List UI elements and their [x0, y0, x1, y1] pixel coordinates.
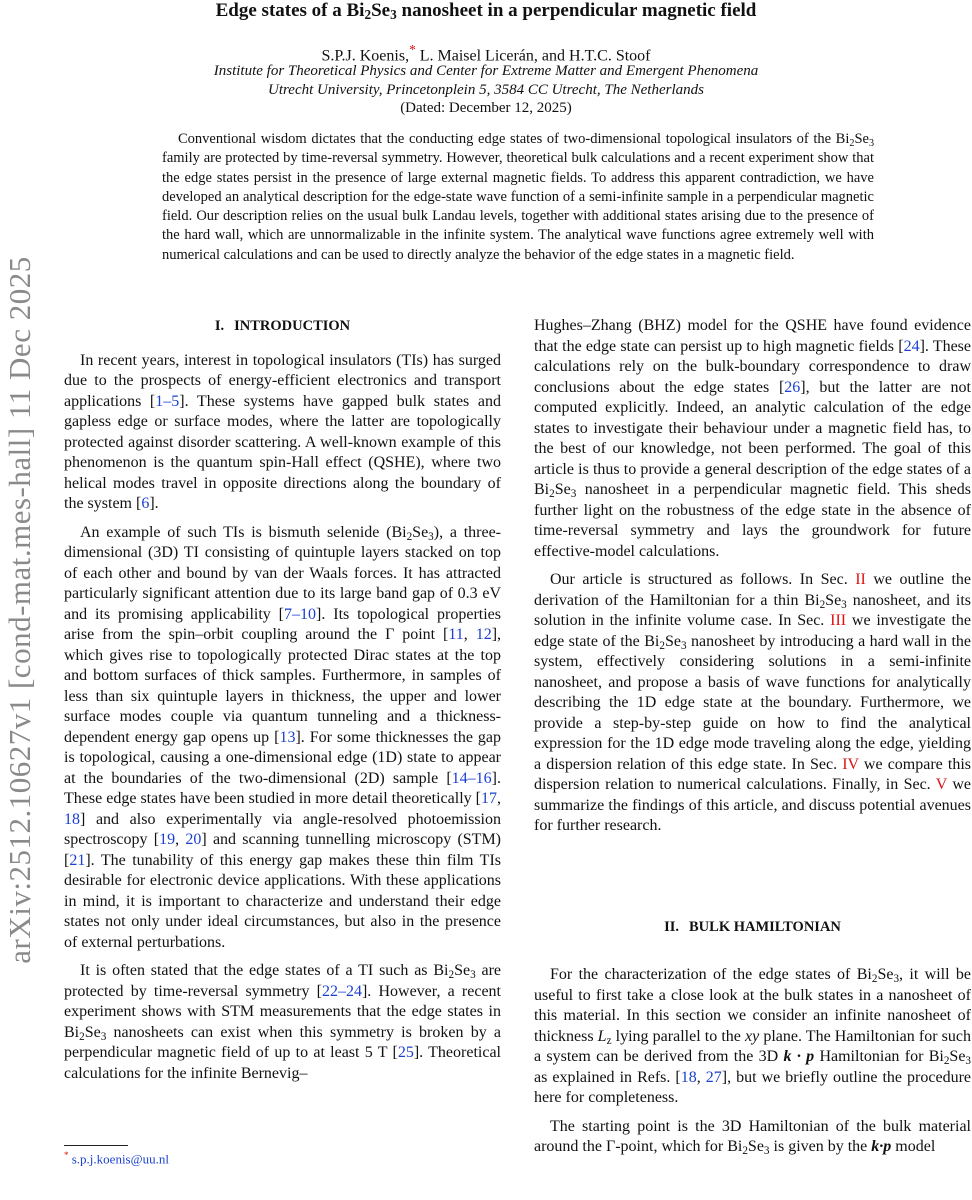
section-link[interactable]: III — [830, 612, 847, 629]
citation-link[interactable]: 21 — [69, 851, 86, 869]
abstract: Conventional wisdom dictates that the conducting edge states of two-dimensional topological insulators of the $Bi_2Se_3$ family are protected by time-reversal symmetry. However, theoretical bulk calculations and a recent experiment show that the edge states persist in the presence of large external magnetic fields. To address this apparent contradiction, we have developed an analytical description for the edge-state wave function of a semi-infinite sample in a perpendicular magnetic field. Our description relies on the usual bulk Landau levels, together with additional states arising due to the presence of the hard wall, which are unnormalizable in the infinite system. The analytical wave functions agree extremely well with numerical calculations and can be used to directly analyze the behavior of the edge states in a magnetic field. — [162, 131, 874, 263]
citation-link[interactable]: 13 — [279, 728, 296, 746]
section-link[interactable]: V — [935, 776, 947, 793]
citation-link[interactable]: 18 — [64, 810, 80, 828]
citation-link[interactable]: 22–24 — [321, 982, 362, 1000]
date-line: (Dated: December 12, 2025) — [400, 100, 572, 116]
citation-link[interactable]: 12 — [475, 626, 492, 643]
citation-link[interactable]: 18 — [680, 1068, 697, 1086]
citation-link[interactable]: 6 — [141, 495, 150, 512]
citation-link[interactable]: 11 — [448, 626, 464, 643]
citation-link[interactable]: 24 — [903, 337, 920, 355]
arxiv-identifier: arXiv:2512.10627v1 [cond-mat.mes-hall] 11 Dec 2025 — [2, 256, 37, 964]
affiliation-line-1: Institute for Theoretical Physics and Center for Extreme Matter and Emergent Phenomena — [213, 63, 759, 79]
section-link[interactable]: II — [855, 571, 866, 588]
citation-link[interactable]: 20 — [185, 831, 202, 848]
section-spacer — [534, 951, 971, 965]
citation-link[interactable]: 25 — [397, 1044, 414, 1061]
paragraph: Hughes–Zhang (BHZ) model for the QSHE have found evidence that the edge state can persist up to high magnetic fields [24]. These calculations rely on the bulk-boundary correspondence to draw conclusions about the edge states [26], but the latter are not computed explicitly. Indeed, an analytic calculation of the edge states to investigate their behaviour under a magnetic field has, to the best of our knowledge, not been performed. The goal of this article is thus to provide a general description of the edge states of a $Bi_2Se_3$ nanosheet in a perpendicular magnetic field. This sheds further light on the robustness of the edge state in the absence of time-reversal symmetry and lays the groundwork for future effective-model calculations. — [534, 317, 971, 560]
section-spacer — [534, 845, 971, 917]
citation-link[interactable]: 1–5 — [155, 392, 180, 410]
citation-link[interactable]: 19 — [159, 831, 176, 848]
paragraph: The starting point is the 3D Hamiltonian of the bulk material around the Γ-point, which for $Bi_2Se_3$ is given by the k·p model — [534, 1117, 971, 1157]
affiliation-line-2: Utrecht University, Princetonplein 5, 3584 CC Utrecht, The Netherlands — [268, 82, 704, 98]
section-heading-introduction: I. INTRODUCTION — [214, 318, 351, 334]
author-email-link[interactable]: s.p.j.koenis@uu.nl — [71, 1151, 169, 1167]
section-link[interactable]: IV — [842, 755, 859, 773]
citation-link[interactable]: 26 — [784, 378, 801, 396]
paragraph: In recent years, interest in topological insulators (TIs) has surged due to the prospects of energy-efficient electronics and transport applications [1–5]. These systems have gapped bulk states and gapless edge or surface modes, where the latter are topologically protected against disorder scattering. A well-known example of this phenomenon is the quantum spin-Hall effect (QSHE), where two helical modes travel in opposite directions along the boundary of the system [6]. — [64, 351, 501, 512]
citation-link[interactable]: 27 — [705, 1068, 722, 1086]
right-column — [534, 316, 971, 1166]
paragraph: It is often stated that the edge states of a TI such as $Bi_2Se_3$ are protected by time-reversal symmetry [22–24]. However, a recent experiment shows with STM measurements that the edge states in $Bi_2Se_3$ nanosheets can exist when this symmetry is broken by a perpendicular magnetic field of up to at least 5 T [25]. Theoretical calculations for the infinite Bernevig– — [64, 962, 502, 1082]
citation-link[interactable]: 7–10 — [284, 605, 317, 623]
paragraph: An example of such TIs is bismuth selenide $(Bi_2Se_3)$, a three-dimensional (3D) TI consisting of quintuple layers stacked on top of each other and bound by van der Waals forces. It has attracted particularly significant attention due to its large band gap of 0.3 eV and its promising applicability [7–10]. Its topological properties arise from the spin–orbit coupling around the Γ point [11, 12], which gives rise to topologically protected Dirac states at the top and bottom surfaces of thick samples. Furthermore, in samples of less than six quintuple layers in thickness, the upper and lower surface modes couple via quantum tunneling and a thickness-dependent energy gap opens up [13]. For some thicknesses the gap is topological, causing a one-dimensional edge (1D) state to appear at the boundaries of the two-dimensional (2D) sample [14–16]. These edge states have been studied in more detail theoretically [17, 18] and also experimentally via angle-resolved photoemission spectroscopy [19, 20] and scanning tunnelling microscopy (STM) [21]. The tunability of this energy gap makes these thin film TIs desirable for electronic device applications. With these applications in mind, it is important to characterize and understand their edge states not only under ideal circumstances, but also in the presence of external perturbations. — [64, 523, 502, 951]
footnote-divider — [64, 1145, 128, 1146]
arxiv-stamp — [0, 210, 40, 1010]
footnote: * s.p.j.koenis@uu.nl — [64, 1150, 169, 1167]
corresponding-author-mark[interactable]: * — [409, 42, 416, 57]
paragraph: For the characterization of the edge states of $Bi_2Se_3$, it will be useful to first take a close look at the bulk states in a nanosheet of this material. In this section we consider an infinite nanosheet of thickness $L_z$ lying parallel to the xy plane. The Hamiltonian for such a system can be derived from the 3D k · p Hamiltonian for $Bi_2Se_3$ as explained in Refs. [18, 27], but we briefly outline the procedure here for completeness. — [534, 966, 972, 1106]
citation-link[interactable]: 14–16 — [451, 769, 492, 787]
author-list: S.P.J. Koenis,* L. Maisel Licerán, and H.T.C. Stoof — [321, 42, 651, 65]
paper-title: Edge states of a $Bi_2Se_3$ nanosheet in a perpendicular magnetic field — [215, 0, 757, 22]
section-heading-bulk-hamiltonian: II. BULK HAMILTONIAN — [664, 918, 841, 935]
paragraph: Our article is structured as follows. In Sec. II we outline the derivation of the Hamiltonian for a thin $Bi_2Se_3$ nanosheet, and its solution in the infinite volume case. In Sec. III we investigate the edge state of the $Bi_2Se_3$ nanosheet by introducing a hard wall in the system, effectively considering solutions in a semi-infinite nanosheet, and propose a basis of wave functions for analytically describing the 1D edge state at the boundary. Furthermore, we provide a step-by-step guide on how to find the analytical expression for the 1D edge mode traveling along the edge, yielding a dispersion relation of this edge state. In Sec. IV we compare this dispersion relation to numerical calculations. Finally, in Sec. V we summarize the findings of this article, and discuss potential avenues for further research. — [534, 571, 972, 834]
citation-link[interactable]: 17 — [481, 790, 497, 807]
left-column — [64, 316, 501, 1092]
